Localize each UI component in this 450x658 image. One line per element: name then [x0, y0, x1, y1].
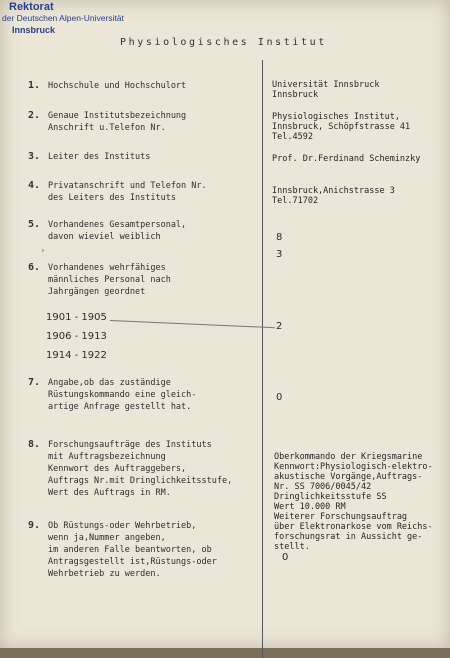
answer-2: Physiologisches Institut, Innsbruck, Schöpfstrasse 41 Tel.4592 [272, 112, 411, 142]
question-text: Forschungsaufträge des Instituts mit Auftragsbezeichnung Kennwort des Auftraggebers, Auftrags Nr.mit Dringlichkeitsstufe, Wert des Auftrags in RM. [48, 440, 233, 498]
question-text: Angabe,ob das zuständige Rüstungskommando eine gleich- artige Anfrage gestellt hat. [48, 378, 197, 412]
answer-5-female: 3 [276, 249, 283, 260]
question-number: 6. [28, 262, 41, 273]
question-text: Vorhandenes Gesamtpersonal, davon wieviel weiblich [48, 220, 187, 242]
question-number: 4. [28, 180, 41, 191]
stamp-university: der Deutschen Alpen-Universität [2, 13, 124, 23]
stamp-rektorat: Rektorat [9, 1, 54, 13]
question-number: 7. [28, 377, 41, 388]
question-number: 3. [28, 151, 41, 162]
answer-1: Universität Innsbruck Innsbruck [272, 80, 380, 100]
question-text: Genaue Institutsbezeichnung Anschrift u.Telefon Nr. [48, 111, 187, 133]
question-text: Hochschule und Hochschulort [48, 81, 187, 91]
answer-6: 2 [276, 321, 283, 332]
column-divider [262, 60, 263, 658]
answer-5-total: 8 [276, 232, 283, 243]
stamp-city: Innsbruck [12, 25, 56, 35]
answer-9: 0 [282, 552, 289, 563]
question-number: 8. [28, 439, 41, 450]
question-text: Vorhandenes wehrfähiges männliches Personal nach Jahrgängen geordnet [48, 263, 171, 297]
answer-7: 0 [276, 392, 283, 403]
question-number: 5. [28, 219, 41, 230]
answer-4: Innsbruck,Anichstrasse 3 Tel.71702 [272, 186, 395, 206]
margin-mark: › [40, 246, 46, 256]
question-text: Leiter des Instituts [48, 152, 151, 162]
question-number: 1. [28, 80, 41, 91]
year-range-1: 1901 - 1905 [46, 312, 107, 323]
answer-8: Oberkommando der Kriegsmarine Kennwort:Physiologisch-elektro- akustische Vorgänge,Auftrags- Nr. SS 7006/0045/42 Dringlichkeitsstufe SS Wert 10.000 RM Weiterer Forschungsauftrag über Elektronarkose vom Reichs- forschungsrat in Aussicht ge- stellt. [274, 452, 433, 552]
year-range-3: 1914 - 1922 [46, 350, 107, 361]
pencil-line [110, 320, 275, 328]
question-text: Ob Rüstungs-oder Wehrbetrieb, wenn ja,Nummer angeben, im anderen Falle beantworten, ob Antragsgestellt ist,Rüstungs-oder Wehrbetrieb zu werden. [48, 521, 217, 579]
question-text: Privatanschrift und Telefon Nr. des Leiters des Instituts [48, 181, 207, 203]
question-number: 2. [28, 110, 41, 121]
question-number: 9. [28, 520, 41, 531]
year-range-2: 1906 - 1913 [46, 331, 107, 342]
answer-3: Prof. Dr.Ferdinand Scheminzky [272, 154, 421, 164]
page-title: Physiologisches Institut [120, 37, 327, 48]
